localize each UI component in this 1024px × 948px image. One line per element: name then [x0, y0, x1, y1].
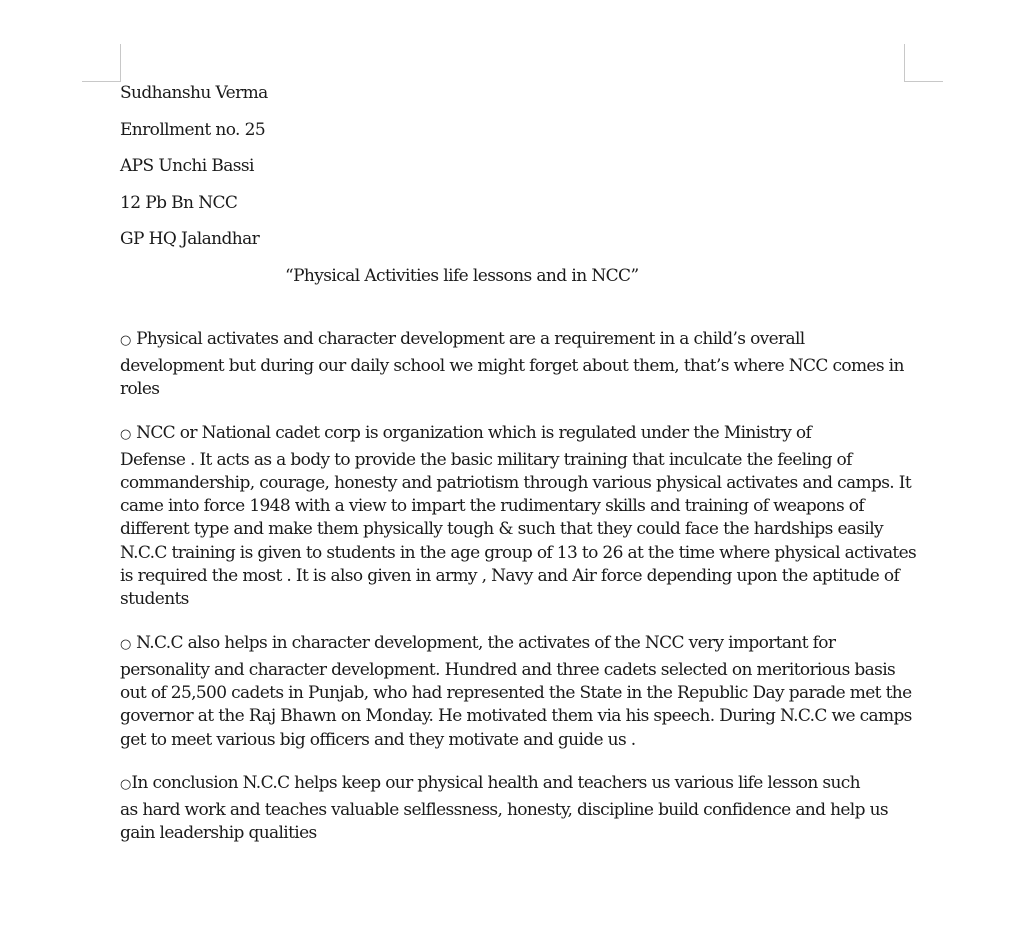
bullet-icon: ○: [120, 636, 132, 652]
paragraph-conclusion: [120, 769, 920, 846]
paragraph-character-development: [120, 629, 920, 752]
group-headquarters: GP HQ Jalandhar: [120, 229, 260, 249]
enrollment-number: Enrollment no. 25: [120, 119, 266, 140]
bullet-icon: ○: [120, 776, 132, 792]
paragraph-text: development but during our daily school we might forget about them, that’s where NCC comes in roles: [120, 356, 904, 400]
paragraph-first-line: NCC or National cadet corp is organization which is regulated under the Ministry of: [131, 422, 812, 443]
bullet-icon: ○: [120, 426, 132, 442]
school-name: APS Unchi Bassi: [120, 156, 254, 176]
document-body: [120, 325, 920, 862]
paragraph-physical-activities: [120, 325, 920, 402]
author-name: Sudhanshu Verma: [120, 83, 268, 103]
author-header: [120, 80, 720, 263]
paragraph-ncc-overview: [120, 419, 920, 612]
crop-mark-top-right-vertical: [904, 44, 905, 82]
bullet-icon: ○: [120, 333, 132, 348]
crop-mark-top-left-vertical: [120, 44, 121, 82]
document-title: “Physical Activities life lessons and in NCC”: [285, 266, 639, 286]
paragraph-first-line: Physical activates and character development are a requirement in a child’s overall: [131, 329, 805, 349]
paragraph-first-line: In conclusion N.C.C helps keep our physical health and teachers us various life lesson such: [131, 772, 860, 793]
paragraph-text: Defense . It acts as a body to provide the basic military training that inculcate the feeling of commandership, courage, honesty and patriotism through various physical activates and camps. It came into force 1948 with a view to impart the rudimentary skills and training of weapons of different type and make them physically tough & such that they could face the hardships easily N.C.C training is given to students in the age group of 13 to 26 at the time where physical activates is required the most . It is also given in army , Navy and Air force depending upon the aptitude of students: [120, 449, 917, 610]
paragraph-text: as hard work and teaches valuable selflessness, honesty, discipline build confidence and help us gain leadership qualities: [120, 799, 888, 844]
paragraph-first-line: N.C.C also helps in character development, the activates of the NCC very important for: [131, 632, 836, 653]
crop-mark-top-left-horizontal: [82, 81, 121, 82]
crop-mark-top-right-horizontal: [904, 81, 943, 82]
paragraph-text: personality and character development. Hundred and three cadets selected on meritorious basis out of 25,500 cadets in Punjab, who had represented the State in the Republic Day parade met the governor at the Raj Bhawn on Monday. He motivated them via his speech. During N.C.C we camps get to meet various big officers and they motivate and guide us .: [120, 659, 912, 750]
battalion: 12 Pb Bn NCC: [120, 192, 238, 213]
